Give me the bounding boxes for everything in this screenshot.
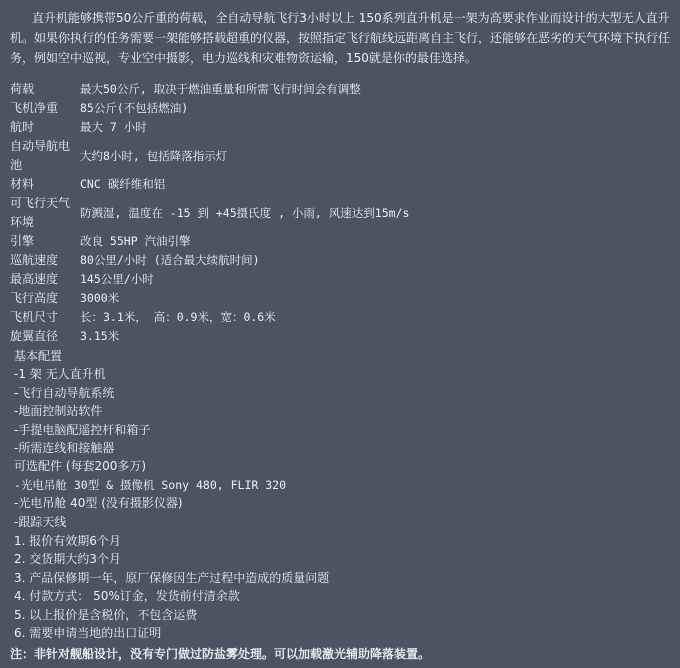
spec-value: 最大 7 小时 (80, 120, 147, 134)
config-line: -飞行自动导航系统 (14, 385, 115, 400)
spec-value: 85公斤(不包括燃油) (80, 101, 189, 115)
spec-label: 飞机净重 (10, 101, 59, 115)
spec-row (10, 194, 409, 232)
spec-label: 巡航速度 (10, 253, 59, 267)
spec-row (10, 289, 409, 308)
config-line: -1 架 无人直升机 (14, 367, 106, 382)
term-line: 5. 以上报价是含税价，不包含运费 (14, 607, 198, 622)
spec-row (10, 270, 409, 289)
term-line: 6. 需要申请当地的出口证明 (14, 626, 162, 641)
config-line: -所需连线和接触器 (14, 441, 115, 456)
spec-row (10, 118, 409, 137)
spec-value: 80公里/小时 (适合最大续航时间) (80, 253, 260, 267)
spec-value: CNC 碳纤维和铝 (80, 177, 166, 191)
spec-row (10, 80, 409, 99)
spec-label: 航时 (10, 120, 35, 134)
footnote: 注：非针对舰船设计，没有专门做过防盐雾处理。可以加载激光辅助降落装置。 (10, 646, 431, 661)
spec-value: 长：3.1米， 高：0.9米，宽：0.6米 (80, 310, 276, 324)
term-line: 2. 交货期大约3个月 (14, 552, 121, 567)
spec-label: 最高速度 (10, 272, 59, 286)
spec-label: 引擎 (10, 234, 35, 248)
term-line: 3. 产品保修期一年，原厂保修因生产过程中造成的质量问题 (14, 570, 330, 585)
spec-value: 3000米 (80, 291, 120, 305)
intro-paragraph: 直升机能够携带50公斤重的荷载，全自动导航飞行3小时以上 150系列直升机是一架为高要求作业而设计的大型无人直升机。如果你执行的任务需要一架能够搭载超重的仪器，按照指定飞行航线远距离自主飞行，还能够在恶劣的天气环境下执行任务，例如空中巡视，专业空中摄影，电力巡线和灾难物资运输，150就是你的最佳选择。 (10, 11, 671, 65)
config-line: -光电吊舱 30型 & 摄像机 Sony 480, FLIR 320 (14, 477, 287, 492)
spec-row (10, 308, 409, 327)
spec-label: 自动导航电池 (10, 139, 71, 172)
spec-value: 防溅湿, 温度在 -15 到 +45摄氏度 , 小雨, 风速达到15m/s (80, 205, 410, 220)
terms-list (10, 532, 670, 642)
spec-label: 可飞行天气环境 (10, 196, 71, 229)
spec-label: 飞行高度 (10, 291, 59, 305)
config-line: -地面控制站软件 (14, 404, 103, 419)
spec-row (10, 232, 409, 251)
spec-value: 3.15米 (80, 329, 120, 343)
spec-value: 最大50公斤, 取决于燃油重量和所需飞行时间会有调整 (80, 82, 361, 96)
spec-row (10, 137, 409, 175)
spec-row (10, 327, 409, 346)
spec-label: 荷载 (10, 82, 35, 96)
spec-label: 旋翼直径 (10, 329, 59, 343)
term-line: 4. 付款方式： 50%订金，发货前付清余款 (14, 589, 240, 604)
specs-table (10, 80, 409, 346)
spec-value: 大约8小时, 包括降落指示灯 (80, 148, 228, 163)
spec-row (10, 99, 409, 118)
config-line: 基本配置 (14, 349, 63, 363)
spec-value: 145公里/小时 (80, 272, 154, 286)
term-line: 1. 报价有效期6个月 (14, 534, 121, 549)
config-list (10, 347, 670, 531)
config-line: -跟踪天线 (14, 514, 67, 529)
spec-row (10, 251, 409, 270)
spec-row (10, 175, 409, 194)
spec-value: 改良 55HP 汽油引擎 (80, 234, 191, 248)
config-line: -手提电脑配遥控杆和箱子 (14, 422, 151, 437)
spec-label: 飞机尺寸 (10, 310, 59, 324)
config-line: 可选配件 (每套200多万) (14, 459, 147, 474)
config-line: -光电吊舱 40型 (没有摄影仪器) (14, 496, 183, 511)
spec-label: 材料 (10, 177, 35, 191)
